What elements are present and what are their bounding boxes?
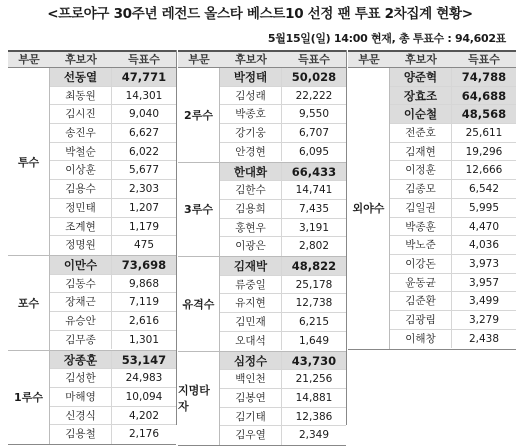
position-label: 포수	[8, 256, 50, 350]
vote-count: 3,973	[452, 255, 516, 273]
candidate-row	[220, 200, 346, 219]
vote-count: 4,202	[112, 407, 176, 425]
candidate-row	[390, 143, 516, 162]
vote-count: 1,301	[112, 331, 176, 350]
vote-count: 24,983	[112, 369, 176, 387]
table-header	[8, 50, 176, 68]
candidate-row	[390, 255, 516, 274]
page-title: <프로야구 30주년 레전드 올스타 베스트10 선정 팬 투표 2차집계 현황>	[0, 2, 520, 22]
candidate-row	[390, 199, 516, 218]
leading-candidate-row	[390, 87, 516, 106]
candidate-row	[50, 369, 176, 388]
header-votes: 득표수	[112, 52, 176, 67]
candidate-name: 전준호	[390, 124, 452, 142]
vote-count: 6,022	[112, 143, 176, 161]
vote-count: 14,301	[112, 87, 176, 105]
position-label: 3루수	[178, 163, 220, 257]
vote-count: 6,627	[112, 124, 176, 142]
candidate-row	[220, 276, 346, 295]
candidate-row	[50, 407, 176, 426]
position-group	[8, 351, 176, 446]
candidate-list	[50, 256, 176, 350]
candidate-name: 박노준	[390, 236, 452, 254]
position-group	[178, 352, 346, 446]
header-candidate: 후보자	[220, 52, 282, 67]
vote-count: 3,957	[452, 274, 516, 292]
candidate-name: 이강돈	[390, 255, 452, 273]
position-label: 투수	[8, 68, 50, 255]
leading-candidate-row	[390, 105, 516, 124]
candidate-name: 장효조	[390, 87, 452, 105]
candidate-row	[50, 425, 176, 444]
candidate-row	[50, 331, 176, 350]
candidate-list	[220, 163, 346, 257]
candidate-row	[50, 388, 176, 407]
leading-candidate-row	[50, 351, 176, 370]
candidate-row	[220, 237, 346, 256]
candidate-row	[220, 313, 346, 332]
vote-count: 74,788	[452, 68, 516, 86]
candidate-row	[50, 105, 176, 124]
candidate-name: 이정훈	[390, 161, 452, 179]
candidate-name: 김성래	[220, 87, 282, 105]
table-header	[348, 50, 516, 68]
candidate-name: 마해영	[50, 388, 112, 406]
vote-count: 4,036	[452, 236, 516, 254]
vote-count: 6,707	[282, 124, 346, 142]
candidate-row	[50, 161, 176, 180]
table-header	[178, 50, 346, 68]
header-position: 부문	[348, 52, 390, 67]
leading-candidate-row	[220, 257, 346, 276]
candidate-name: 심정수	[220, 352, 282, 370]
candidate-name: 김종모	[390, 180, 452, 198]
candidate-row	[220, 294, 346, 313]
candidate-name: 김봉연	[220, 389, 282, 407]
candidate-name: 박종훈	[390, 218, 452, 236]
vote-count: 73,698	[112, 256, 176, 274]
leading-candidate-row	[220, 352, 346, 371]
vote-count: 9,550	[282, 105, 346, 123]
candidate-row	[50, 87, 176, 106]
vote-count: 5,995	[452, 199, 516, 217]
candidate-name: 오대석	[220, 332, 282, 351]
candidate-name: 김재현	[390, 143, 452, 161]
position-label: 유격수	[178, 257, 220, 351]
vote-count: 3,499	[452, 292, 516, 310]
candidate-list	[220, 352, 346, 446]
leading-candidate-row	[220, 163, 346, 182]
candidate-row	[50, 180, 176, 199]
position-label: 외야수	[348, 68, 390, 349]
candidate-name: 김준환	[390, 292, 452, 310]
candidate-name: 한대화	[220, 163, 282, 181]
leading-candidate-row	[50, 256, 176, 275]
position-group	[178, 68, 346, 163]
vote-count: 7,119	[112, 293, 176, 311]
candidate-name: 양준혁	[390, 68, 452, 86]
candidate-name: 김일권	[390, 199, 452, 217]
vote-count: 3,191	[282, 219, 346, 237]
candidate-name: 김용희	[220, 200, 282, 218]
candidate-row	[50, 293, 176, 312]
candidate-row	[220, 87, 346, 106]
candidate-name: 김용철	[50, 425, 112, 444]
vote-count: 4,470	[452, 218, 516, 236]
vote-count: 14,741	[282, 181, 346, 199]
vote-count: 5,677	[112, 161, 176, 179]
position-label: 1루수	[8, 351, 50, 445]
candidate-name: 김무종	[50, 331, 112, 350]
candidate-name: 장종훈	[50, 351, 112, 369]
vote-count: 22,222	[282, 87, 346, 105]
vote-count: 2,616	[112, 312, 176, 330]
vote-count: 9,040	[112, 105, 176, 123]
candidate-row	[220, 124, 346, 143]
vote-count: 25,178	[282, 276, 346, 294]
candidate-row	[220, 370, 346, 389]
vote-count: 1,207	[112, 199, 176, 217]
candidate-row	[220, 408, 346, 427]
candidate-name: 선동열	[50, 68, 112, 86]
candidate-name: 강기웅	[220, 124, 282, 142]
vote-count: 25,611	[452, 124, 516, 142]
candidate-row	[390, 218, 516, 237]
candidate-name: 류중일	[220, 276, 282, 294]
candidate-name: 최동원	[50, 87, 112, 105]
vote-count: 66,433	[282, 163, 346, 181]
candidate-name: 김우열	[220, 426, 282, 445]
candidate-row	[50, 312, 176, 331]
leading-candidate-row	[50, 68, 176, 87]
candidate-row	[50, 143, 176, 162]
table-body	[8, 68, 176, 445]
candidate-list	[50, 351, 176, 445]
vote-count: 1,179	[112, 218, 176, 236]
candidate-name: 홍현우	[220, 219, 282, 237]
position-group	[348, 68, 516, 350]
candidate-row	[390, 274, 516, 293]
vote-count: 2,802	[282, 237, 346, 256]
vote-count: 12,738	[282, 294, 346, 312]
candidate-row	[220, 332, 346, 351]
candidate-name: 송진우	[50, 124, 112, 142]
candidate-row	[50, 199, 176, 218]
candidate-name: 김재박	[220, 257, 282, 275]
candidate-name: 박정태	[220, 68, 282, 86]
candidate-name: 정명원	[50, 236, 112, 255]
position-label: 2루수	[178, 68, 220, 162]
vote-count: 64,688	[452, 87, 516, 105]
vote-tally-board	[8, 50, 516, 425]
table-body	[348, 68, 516, 350]
vote-count: 12,386	[282, 408, 346, 426]
candidate-name: 이상훈	[50, 161, 112, 179]
vote-count: 6,095	[282, 143, 346, 162]
candidate-name: 이순철	[390, 105, 452, 123]
candidate-row	[50, 124, 176, 143]
position-group	[178, 257, 346, 352]
position-group	[178, 163, 346, 258]
candidate-row	[390, 124, 516, 143]
vote-count: 19,296	[452, 143, 516, 161]
vote-count: 3,279	[452, 311, 516, 329]
vote-count: 6,215	[282, 313, 346, 331]
candidate-list	[220, 68, 346, 162]
vote-count: 48,568	[452, 105, 516, 123]
header-candidate: 후보자	[390, 52, 452, 67]
candidate-name: 김기태	[220, 408, 282, 426]
vote-count: 14,881	[282, 389, 346, 407]
vote-count: 2,438	[452, 330, 516, 349]
candidate-name: 백인천	[220, 370, 282, 388]
vote-count: 12,666	[452, 161, 516, 179]
candidate-row	[50, 275, 176, 294]
vote-count: 48,822	[282, 257, 346, 275]
candidate-name: 윤동균	[390, 274, 452, 292]
vote-status-subtitle: 5월15일(일) 14:00 현재, 총 투표수 : 94,602표	[268, 30, 506, 46]
candidate-name: 김광림	[390, 311, 452, 329]
candidate-name: 유지현	[220, 294, 282, 312]
vote-count: 47,771	[112, 68, 176, 86]
vote-count: 2,303	[112, 180, 176, 198]
candidate-name: 신경식	[50, 407, 112, 425]
position-label: 지명타자	[178, 352, 220, 446]
candidate-name: 이광은	[220, 237, 282, 256]
candidate-row	[220, 389, 346, 408]
table-column-1	[8, 50, 176, 445]
header-position: 부문	[8, 52, 50, 67]
table-column-3	[348, 50, 516, 350]
vote-count: 50,028	[282, 68, 346, 86]
candidate-name: 조계현	[50, 218, 112, 236]
vote-count: 6,542	[452, 180, 516, 198]
candidate-name: 이해창	[390, 330, 452, 349]
candidate-row	[390, 236, 516, 255]
candidate-name: 장채근	[50, 293, 112, 311]
candidate-row	[390, 161, 516, 180]
header-votes: 득표수	[282, 52, 346, 67]
candidate-name: 이만수	[50, 256, 112, 274]
candidate-row	[390, 292, 516, 311]
candidate-name: 김민재	[220, 313, 282, 331]
header-position: 부문	[178, 52, 220, 67]
candidate-name: 김성한	[50, 369, 112, 387]
candidate-name: 김용수	[50, 180, 112, 198]
leading-candidate-row	[390, 68, 516, 87]
position-group	[8, 256, 176, 351]
candidate-row	[390, 311, 516, 330]
vote-count: 53,147	[112, 351, 176, 369]
candidate-name: 김시진	[50, 105, 112, 123]
column-divider	[176, 50, 177, 425]
table-body	[178, 68, 346, 446]
vote-count: 475	[112, 236, 176, 255]
vote-count: 7,435	[282, 200, 346, 218]
candidate-name: 김동수	[50, 275, 112, 293]
candidate-row	[390, 330, 516, 349]
candidate-row	[220, 143, 346, 162]
candidate-list	[390, 68, 516, 349]
candidate-name: 유승안	[50, 312, 112, 330]
header-votes: 득표수	[452, 52, 516, 67]
vote-count: 10,094	[112, 388, 176, 406]
vote-count: 1,649	[282, 332, 346, 351]
vote-count: 9,868	[112, 275, 176, 293]
candidate-row	[50, 218, 176, 237]
candidate-row	[220, 219, 346, 238]
vote-count: 2,176	[112, 425, 176, 444]
vote-count: 2,349	[282, 426, 346, 445]
column-divider	[346, 50, 347, 425]
candidate-name: 안경현	[220, 143, 282, 162]
candidate-row	[390, 180, 516, 199]
table-column-2	[178, 50, 346, 446]
candidate-name: 정민태	[50, 199, 112, 217]
leading-candidate-row	[220, 68, 346, 87]
candidate-row	[220, 426, 346, 445]
position-group	[8, 68, 176, 256]
candidate-name: 김한수	[220, 181, 282, 199]
candidate-list	[50, 68, 176, 255]
candidate-row	[220, 105, 346, 124]
header-candidate: 후보자	[50, 52, 112, 67]
candidate-list	[220, 257, 346, 351]
vote-count: 21,256	[282, 370, 346, 388]
vote-count: 43,730	[282, 352, 346, 370]
candidate-row	[220, 181, 346, 200]
candidate-row	[50, 236, 176, 255]
candidate-name: 박철순	[50, 143, 112, 161]
candidate-name: 박종호	[220, 105, 282, 123]
